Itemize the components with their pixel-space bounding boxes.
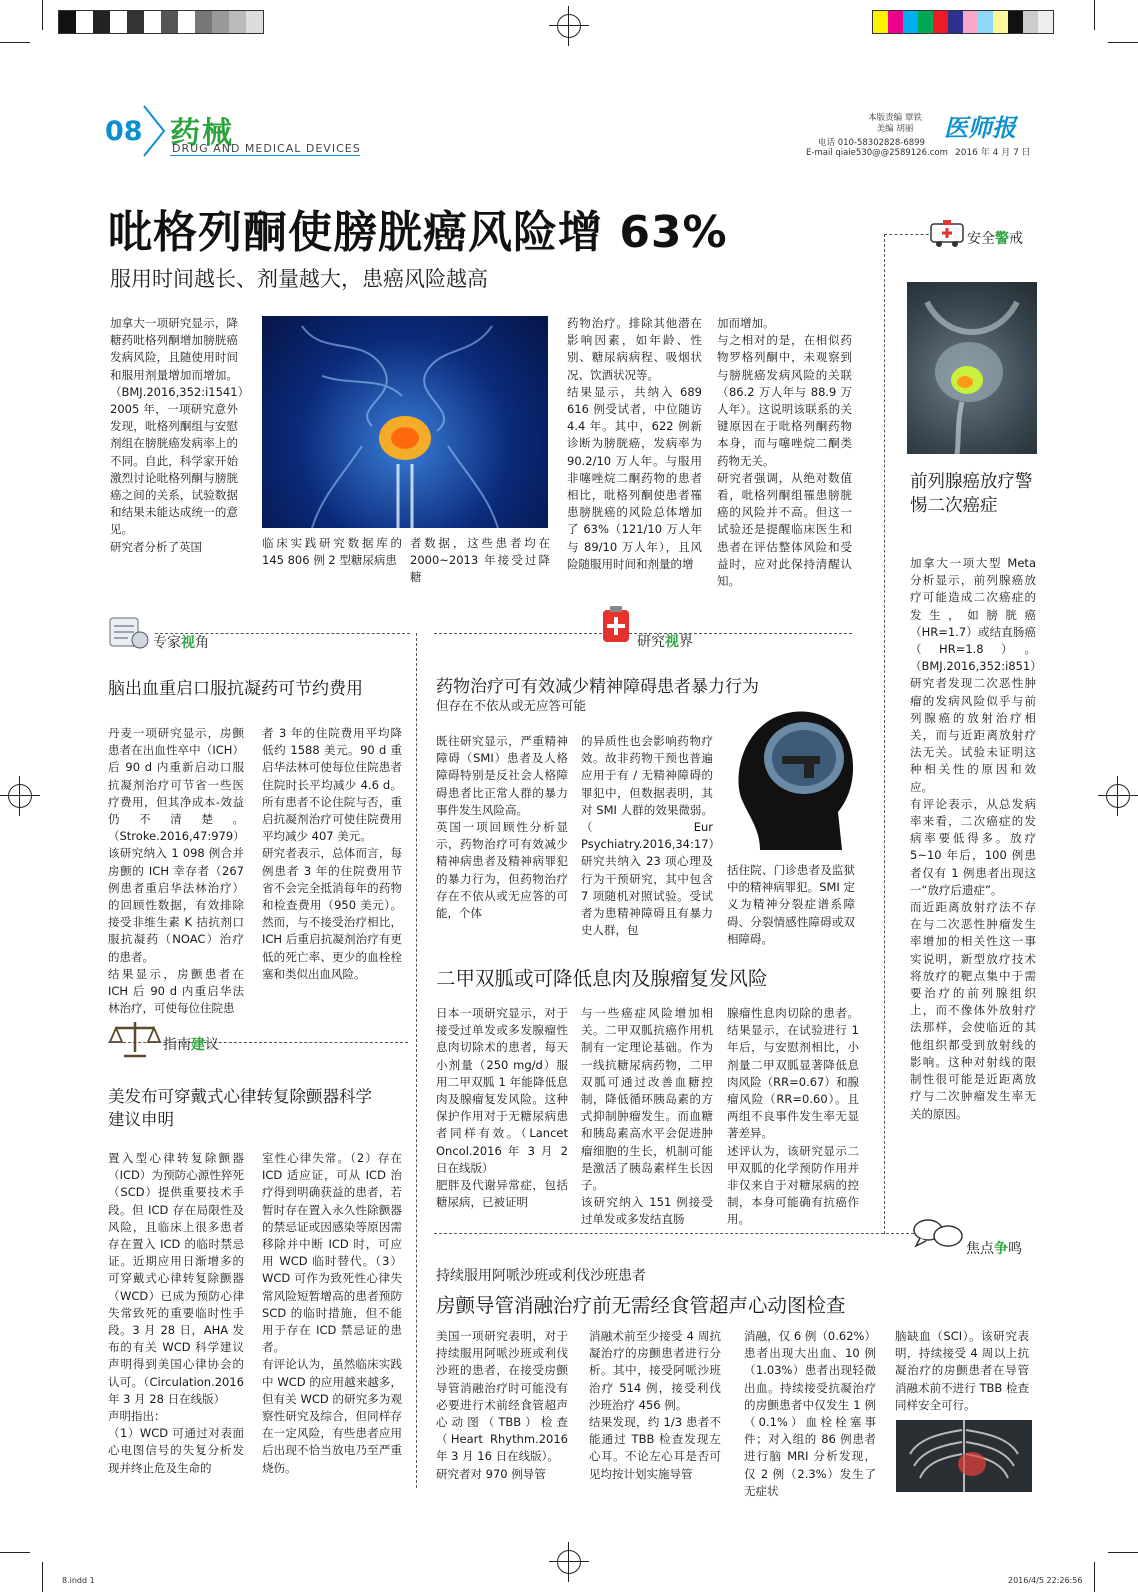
scales-icon (108, 1018, 162, 1058)
debate-article-title: 房颤导管消融治疗前无需经食管超声心动图检查 (436, 1294, 846, 1317)
middle-divider (416, 633, 417, 1488)
chest-xray-illustration (896, 1420, 1032, 1492)
email: E-mail qiaie530@@2589126.com (806, 148, 948, 158)
research-column-2: 的异质性也会影响药物疗效。故非药物干预也普遍应用于有 / 无精神障碍的罪犯中，但数据表明，其对 SMI 人群的效果微弱。（Eur Psychiatry.2016,34:17） 研究共纳入 23 项心理及行为干预研究，其中包含 7 项随机对照试验。受试者为患精神障碍且有暴力史人群，包 (581, 734, 721, 938)
ambulance-icon (929, 218, 965, 248)
metformin-column-2: 与一些癌症风险增加相关。二甲双胍抗癌作用机制有一定理论基础。作为一线抗糖尿病药物，二甲双胍可通过改善血糖控制，降低循环胰岛素的方式抑制肿瘤发生。而血糖和胰岛素高水平会促进肿瘤细胞的生长，机制可能是激活了胰岛素样生长因子。 该研究纳入 151 例接受过单发或多发结直肠 (581, 1006, 713, 1227)
lead-column-4: 加而增加。 与之相对的是，在相似药物罗格列酮中，未观察到与膀胱癌发病风险的关联（86.2 万人年与 88.9 万人年）。这说明该联系的关键原因在于吡格列酮药物本身，而与噻唑烷二酮类药物无关。 研究者强调，从绝对数值看，吡格列酮组罹患膀胱癌的风险并不高。但这一试验还是提醒临床医生和患者在评估整体风险和受益时，应对此保持清醒认知。 (717, 316, 852, 589)
safety-section-label: 安全警戒 (967, 231, 1023, 247)
section-title: 药械 (170, 116, 234, 151)
editor: 本版责编 覃铁 (868, 113, 922, 123)
right-column-divider (884, 234, 885, 1234)
phone: 电话 010-58302828-6899 (818, 138, 925, 148)
crop-mark (42, 1562, 43, 1592)
safety-article-title: 前列腺癌放疗警惕二次癌症 (910, 472, 1033, 516)
registration-mark-right (1098, 776, 1138, 816)
footer-stamp: 2016/4/5 22:26:56 (1008, 1576, 1083, 1585)
metformin-column-3: 腺瘤性息肉切除的患者。结果显示，在试验进行 1 年后，与安慰剂相比，小剂量二甲双胍显著降低息肉风险（RR=0.67）和腺瘤风险（RR=0.60）。且两组不良事件发生率无显著差异。 述评认为，该研究显示二甲双胍的化学预防作用并非仅来自于对糖尿病的控制，本身可能确有抗癌作用。 (727, 1006, 859, 1227)
crop-mark (42, 0, 43, 30)
crop-mark (1094, 1562, 1095, 1592)
lead-headline: 吡格列酮使膀胱癌风险增 63% (108, 207, 728, 258)
color-bar (872, 10, 1054, 34)
lead-subheadline: 服用时间越长、剂量越大，患癌风险越高 (110, 267, 488, 291)
page-number: 08 (105, 116, 143, 147)
first-aid-icon (601, 604, 631, 646)
prostate-illustration (907, 282, 1037, 454)
guide-column-1: 置入型心律转复除颤器（ICD）为预防心源性猝死（SCD）提供重要技术手段。但 ICD 存在局限性及风险，且临床上很多患者存在置入 ICD 的临时禁忌证。近期应用日渐增多的可穿戴式心律转复除颤器（WCD）已成为预防心律失常致死的重要临时性手段。3 月 28 日，AHA 发布的有关 WCD 科学建议声明得到美国心律协会的认可。（Circulation.2016 年 3 月 28 日在线版） 声明指出： （1）WCD 可通过对表面心电图信号的失复分析发现并终止危及生命的 (108, 1151, 244, 1475)
lead-column-1: 加拿大一项研究显示，降糖药吡格列酮增加膀胱癌发病风险，且随使用时间和服用剂量增加而增加。（BMJ.2016,352:i1541） 2005 年，一项研究意外发现，吡格列酮组与安慰剂组在膀胱癌发病率上的不同。自此，科学家开始激烈讨论吡格列酮与膀胱癌之间的关系，试验数据和结果未能达成统一的意见。 研究者分析了英国 (110, 316, 250, 554)
guide-column-2: 室性心律失常。（2）存在 ICD 适应证，可从 ICD 治疗得到明确获益的患者，若暂时存在置入永久性除颤器的禁忌证或因感染等原因需移除并中断 ICD 时，可应用 WCD 临时替代。（3）WCD 可作为致死性心律失常风险短暂增高的患者预防 SCD 的临时措施，但不能用于存在 ICD 禁忌证的患者。 有评论认为，虽然临床实践中 WCD 的应用越来越多，但有关 WCD 的研究多为观察性研究及综合，但同样存在一定风险，有些患者应用后出现不恰当放电乃至严重烧伤。 (262, 1151, 402, 1475)
bladder-illustration (262, 316, 548, 528)
crop-mark (1094, 0, 1095, 30)
crop-mark (1108, 42, 1138, 43)
lead-image-caption: 临床实践研究数据库的 145 806 例 2 型糖尿病患 (262, 536, 402, 568)
debate-top-rule (434, 1233, 914, 1234)
expert-article-title: 脑出血重启口服抗凝药可节约费用 (108, 679, 363, 699)
crop-mark (1108, 1552, 1138, 1553)
crop-mark (0, 1552, 30, 1553)
registration-mark-bottom (549, 1542, 589, 1582)
safety-article-body: 加拿大一项大型 Meta 分析显示，前列腺癌放疗可能造成二次癌症的发生，如膀胱癌（HR=1.7）或结直肠癌（HR=1.8）。（BMJ.2016,352:i851） 研究者发现二次恶性肿瘤的发病风险似乎与前列腺癌的放射治疗相关，而与近距离放射疗法无关。试验未证明这种相关性的原因和效应。 有评论表示，从总发病率来看，二次癌症的发病率要低得多。放疗 5~10 年后，100 例患者仅有 1 例患者出现这一“放疗后遗症”。 而近距离放射疗法不存在与二次恶性肿瘤发生率增加的相关性这一事实说明，新型放疗技术将放疗的靶点集中于需要治疗的前列腺组织上，而不像体外放射疗法那样，会使临近的其他组织都受到放射线的影响。这种对射线的限制性很可能是近距离放疗与二次肿瘤发生率无关的原因。 (910, 556, 1042, 1121)
issue-date: 2016 年 4 月 7 日 (955, 148, 1031, 158)
expert-section-label: 专家视角 (153, 635, 209, 651)
debate-column-2: 消融术前至少接受 4 周抗凝治疗的房颤患者进行分析。其中，接受阿哌沙班治疗 514 例，接受利伐沙班治疗 456 例。 结果发现，约 1/3 患者不能通过 TBB 检查发现左心耳。不论左心耳是否可见均按计划实施导管 (589, 1329, 721, 1481)
debate-kicker: 持续服用阿哌沙班或利伐沙班患者 (436, 1268, 646, 1284)
crop-mark (0, 42, 30, 43)
guide-section-label: 指南建议 (163, 1037, 219, 1053)
footer-file: 8.indd 1 (62, 1576, 95, 1585)
research-article-title: 药物治疗可有效减少精神障碍患者暴力行为 (436, 677, 759, 697)
research-section-label: 研究视界 (637, 634, 693, 650)
debate-column-1: 美国一项研究表明，对于持续服用阿哌沙班或利伐沙班的患者，在接受房颤导管消融治疗时可能没有必要进行术前经食管超声心动图（TBB）检查（Heart Rhythm.2016 年 3 月 16 日在线版）。 研究者对 970 例导管 (436, 1329, 568, 1481)
speech-bubbles-icon (910, 1216, 966, 1252)
expert-column-2: 者 3 年的住院费用平均降低约 1588 美元。90 d 重启华法林可使每位住院患者住院时长平均减少 4.6 d。所有患者不论住院与否，重启抗凝剂治疗可使住院费用平均减少 407 美元。 研究者表示，总体而言，每例患者 3 年的住院费用节省不会完全抵消每年的药物和检查费用（950 美元）。然而，与不接受治疗相比，ICH 后重启抗凝剂治疗有更低的死亡率、更少的血栓栓塞和类似出血风险。 (262, 726, 402, 981)
expert-column-1: 丹麦一项研究显示，房颤患者在出血性卒中（ICH）后 90 d 内重新启动口服抗凝剂治疗可节省一些医疗费用，但其净成本-效益仍不清楚。（Stroke.2016,47:979） 该研究纳入 1 098 例合并房颤的 ICH 幸存者（267 例患者重启华法林治疗）的回顾性数据，有效排除接受非维生素 K 拮抗剂口服抗凝药（NOAC）治疗的患者。 结果显示，房颤患者在 ICH 后 90 d 内重启华法林治疗，可使每位住院患 (108, 726, 245, 1016)
designer: 美编 胡丽 (876, 124, 914, 134)
debate-column-4: 脑缺血（SCI）。该研究表明，持续接受 4 周以上抗凝治疗的房颤患者在导管消融术前不进行 TBB 检查同样安全可行。 (895, 1329, 1029, 1412)
right-column-rule (884, 234, 934, 235)
microscope-icon (108, 614, 152, 652)
section-subtitle: DRUG AND MEDICAL DEVICES (172, 142, 361, 155)
metformin-column-1: 日本一项研究显示，对于接受过单发或多发腺瘤性息肉切除术的患者，每天小剂量（250 mg/d）服用二甲双胍 1 年能降低息肉及腺瘤复发风险。这种保护作用对于无糖尿病患者同样有效。（Lancet Oncol.2016 年 3 月 2 日在线版） 肥胖及代谢异常症，包括糖尿病，已被证明 (436, 1006, 568, 1210)
research-column-3: 括住院、门诊患者及监狱中的精神病罪犯。SMI 定义为精神分裂症谱系障碍、分裂情感性障碍或双相障碍。 (727, 863, 855, 946)
registration-mark-left (0, 776, 40, 816)
lead-column-3: 药物治疗。排除其他潜在影响因素，如年龄、性别、糖尿病病程、吸烟状况、饮酒状况等。 结果显示，共纳入 689 616 例受试者，中位随访 4.4 年。其中，622 例新诊断为膀胱癌，发病率为 90.2/10 万人年。与服用非噻唑烷二酮药物的患者相比，吡格列酮使患者罹患膀胱癌的风险总体增加了 63%（121/10 万人年与 89/10 万人年），且风险随服用时间和剂量的增 (567, 316, 702, 571)
debate-section-label: 焦点争鸣 (966, 1241, 1022, 1257)
research-article-subtitle: 但存在不依从或无应答可能 (436, 698, 587, 713)
debate-column-3: 消融，仅 6 例（0.62%）患者出现大出血、10 例（1.03%）患者出现轻微出血。持续接受抗凝治疗的房颤患者中仅发生 1 例（0.1%）血栓栓塞事件；对入组的 86 例患者进行脑 MRI 分析发现，仅 2 例（2.3%）发生了无症状 (744, 1329, 876, 1498)
chevron-icon (142, 104, 166, 158)
header-rule (170, 155, 360, 156)
lead-image-caption-2: 者数据，这些患者均在 2000~2013 年接受过降糖 (410, 536, 550, 585)
metformin-article-title: 二甲双胍或可降低息肉及腺瘤复发风险 (436, 967, 768, 990)
grayscale-bar (58, 10, 264, 34)
editor-line (850, 113, 940, 135)
head-silhouette-illustration (730, 700, 858, 856)
guide-article-title: 美发布可穿戴式心律转复除颤器科学建议申明 (108, 1087, 372, 1129)
registration-mark-top (549, 6, 589, 46)
research-column-1: 既往研究显示，严重精神障碍（SMI）患者及人格障碍特别是反社会人格障碍患者比正常人群的暴力事件发生风险高。 英国一项回顾性分析显示，药物治疗可有效减少精神病患者及精神病罪犯的暴力行为，但药物治疗存在不依从或无应答的可能，个体 (436, 734, 568, 921)
masthead-logo: 医师报 (944, 113, 1016, 142)
